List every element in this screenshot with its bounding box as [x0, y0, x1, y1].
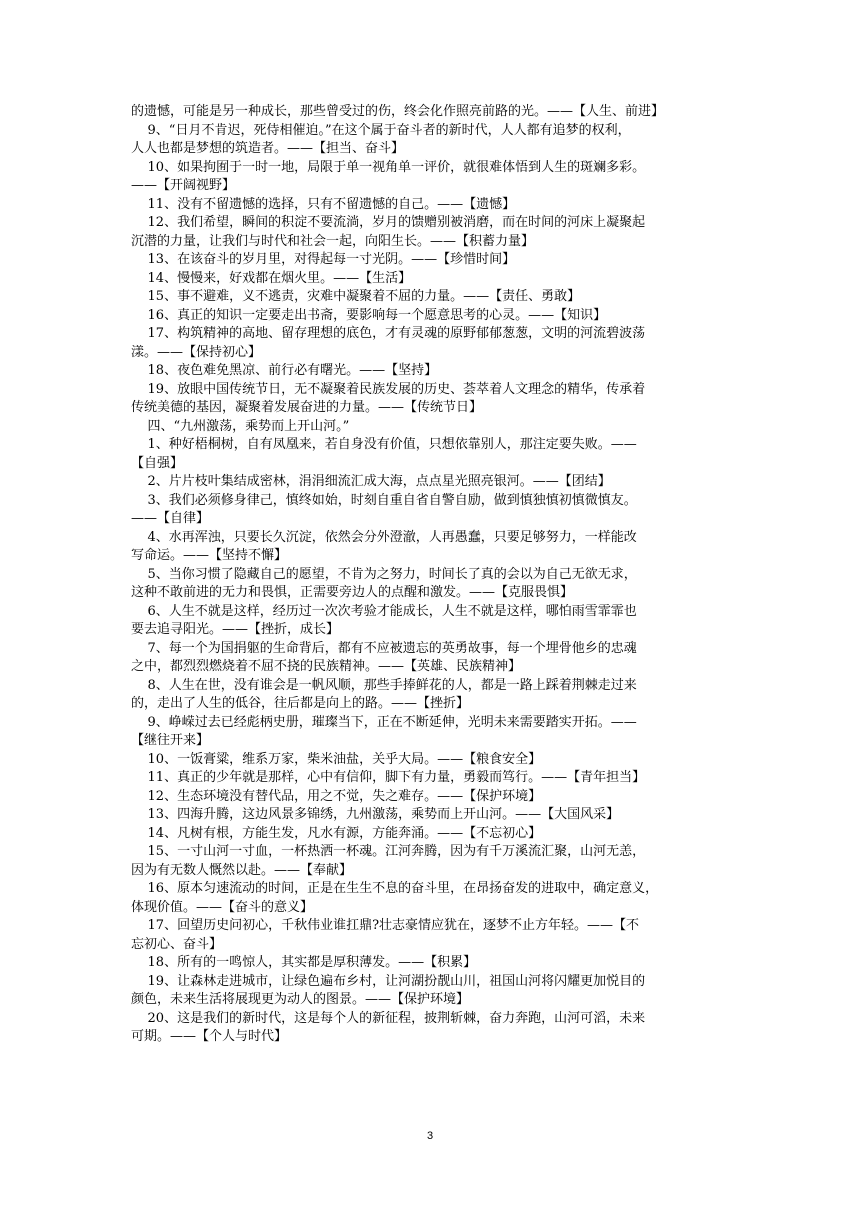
text-line: 3、我们必须修身律己，慎终如始，时刻自重自省自警自励，做到慎独慎初慎微慎友。 — [131, 492, 637, 508]
text-line: 的，走出了人生的低谷，往后都是向上的路。——【挫折】 — [131, 696, 470, 711]
page-number: 3 — [426, 1130, 434, 1142]
text-line: 4、水再浑浊，只要长久沉淀，依然会分外澄澈，人再愚蠢，只要足够努力，一样能改 — [131, 529, 637, 545]
section-heading: 四、“九州激荡，乘势而上开山河。” — [131, 418, 350, 434]
text-line: 要去追寻阳光。——【挫折，成长】 — [131, 622, 340, 637]
text-line: 18、所有的一鸣惊人，其实都是厚积薄发。——【积累】 — [131, 955, 477, 970]
text-line: 11、真正的少年就是那样，心中有信仰，脚下有力量，勇毅而笃行。——【青年担当】 — [131, 770, 646, 785]
text-line: 8、人生在世，没有谁会是一帆风顺，那些手捧鲜花的人，都是一路上踩着荆棘走过来 — [131, 677, 637, 693]
text-line: 10、如果拘囿于一时一地，局限于单一视角单一评价，就很难体悟到人生的斑斓多彩。 — [131, 159, 646, 175]
document-body — [131, 103, 731, 1065]
text-line: 19、让森林走进城市，让绿色遍布乡村，让河湖扮靓山川，祖国山河将闪耀更加悦目的 — [131, 973, 646, 989]
text-line: 5、当你习惯了隐藏自己的愿望，不肯为之努力，时间长了真的会以为自己无欲无求， — [131, 566, 637, 582]
text-line: 这种不敢前进的无力和畏惧，正需要旁边人的点醒和激发。——【克服畏惧】 — [131, 585, 574, 600]
text-line: 2、片片枝叶集结成密林，涓涓细流汇成大海，点点星光照亮银河。——【团结】 — [131, 474, 611, 489]
text-line: 的遗憾，可能是另一种成长，那些曾受过的伤，终会化作照亮前路的光。——【人生、前进】 — [131, 104, 665, 119]
text-line: 9、峥嵘过去已经彪柄史册，璀璨当下，正在不断延伸，光明未来需要踏实开拓。—— — [131, 714, 637, 730]
text-line: 写命运。——【坚持不懈】 — [131, 548, 288, 563]
text-line: 传统美德的基因，凝聚着发展奋进的力量。——【传统节日】 — [131, 400, 483, 415]
text-line: 15、事不避难，义不逃责，灾难中凝聚着不屈的力量。——【责任、勇敢】 — [131, 289, 581, 304]
text-line: 11、没有不留遗憾的选择，只有不留遗憾的自己。——【遗憾】 — [131, 196, 516, 212]
text-line: 漾。——【保持初心】 — [131, 344, 262, 360]
text-line: 15、一寸山河一寸血，一杯热洒一杯魂。江河奔腾，因为有千万溪流汇聚，山河无恙， — [131, 844, 646, 859]
text-line: 6、人生不就是这样，经历过一次次考验才能成长，人生不就是这样，哪怕雨雪霏霏也 — [131, 603, 637, 619]
text-line: 18、夜色难免黑凉、前行必有曙光。——【坚持】 — [131, 363, 438, 378]
text-line: 14、凡树有根，方能生发，凡水有源，方能奔涌。——【不忘初心】 — [131, 825, 542, 841]
text-line: 体现价值。——【奋斗的意义】 — [131, 899, 314, 915]
text-line: 因为有无数人慨然以赴。——【奉献】 — [131, 862, 353, 878]
text-line: 可期。——【个人与时代】 — [131, 1029, 288, 1044]
text-line: 9、“日月不肯迟，死侍相催迫。”在这个属于奋斗者的新时代，人人都有追梦的权利， — [131, 122, 631, 138]
text-line: 【自强】 — [131, 455, 184, 471]
text-line: ——【自律】 — [131, 511, 210, 526]
text-line: 13、在该奋斗的岁月里，对得起每一寸光阴。——【珍惜时间】 — [131, 252, 516, 267]
text-line: 20、这是我们的新时代，这是每个人的新征程，披荆斩棘，奋力奔跑，山河可滔，未来 — [131, 1010, 646, 1026]
text-line: 1、种好梧桐树，自有凤凰来，若自身没有价值，只想依靠别人，那注定要失败。—— — [131, 437, 637, 452]
text-line: 17、构筑精神的高地、留存理想的底色，才有灵魂的原野郁郁葱葱，文明的河流碧波荡 — [131, 326, 646, 341]
text-line — [131, 1047, 731, 1066]
text-line: 16、真正的知识一定要走出书斋，要影响每一个愿意思考的心灵。——【知识】 — [131, 307, 607, 323]
text-line: 12、我们希望，瞬间的积淀不要流淌，岁月的馈赠别被消磨，而在时间的河床上凝聚起 — [131, 215, 646, 230]
text-line: 16、原本匀速流动的时间，正是在生生不息的奋斗里，在昂扬奋发的进取中，确定意义， — [131, 881, 659, 896]
text-line: 17、回望历史问初心，千秋伟业谁扛鼎?壮志豪情应犹在，逐梦不止方年轻。——【不 — [131, 918, 640, 933]
text-line: 沉潜的力量，让我们与时代和社会一起，向阳生长。——【积蓄力量】 — [131, 233, 535, 249]
text-line: 10、一饭膏粱，维系万家，柴米油盐，关乎大局。——【粮食安全】 — [131, 751, 542, 767]
text-line: 19、放眼中国传统节日，无不凝聚着民族发展的历史、荟萃着人文理念的精华，传承着 — [131, 381, 646, 397]
text-line: ——【开阔视野】 — [131, 178, 236, 193]
text-line: 13、四海升腾，这边风景多锦绣，九州激荡，乘势而上开山河。——【大国风采】 — [131, 807, 620, 822]
text-line: 7、每一个为国捐躯的生命背后，都有不应被遗忘的英勇故事，每一个埋骨他乡的忠魂 — [131, 640, 637, 656]
text-line: 【继往开来】 — [131, 733, 210, 748]
text-line: 忘初心、奋斗】 — [131, 936, 223, 952]
text-line: 14、慢慢来，好戏都在烟火里。——【生活】 — [131, 270, 412, 286]
text-line: 颜色，未来生活将展现更为动人的图景。——【保护环境】 — [131, 992, 470, 1007]
text-line: 之中，都烈烈燃烧着不屈不挠的民族精神。——【英雄、民族精神】 — [131, 659, 522, 674]
text-line: 人人也都是梦想的筑造者。——【担当、奋斗】 — [131, 141, 405, 156]
text-line: 12、生态环境没有替代品，用之不觉，失之难存。——【保护环境】 — [131, 788, 542, 804]
